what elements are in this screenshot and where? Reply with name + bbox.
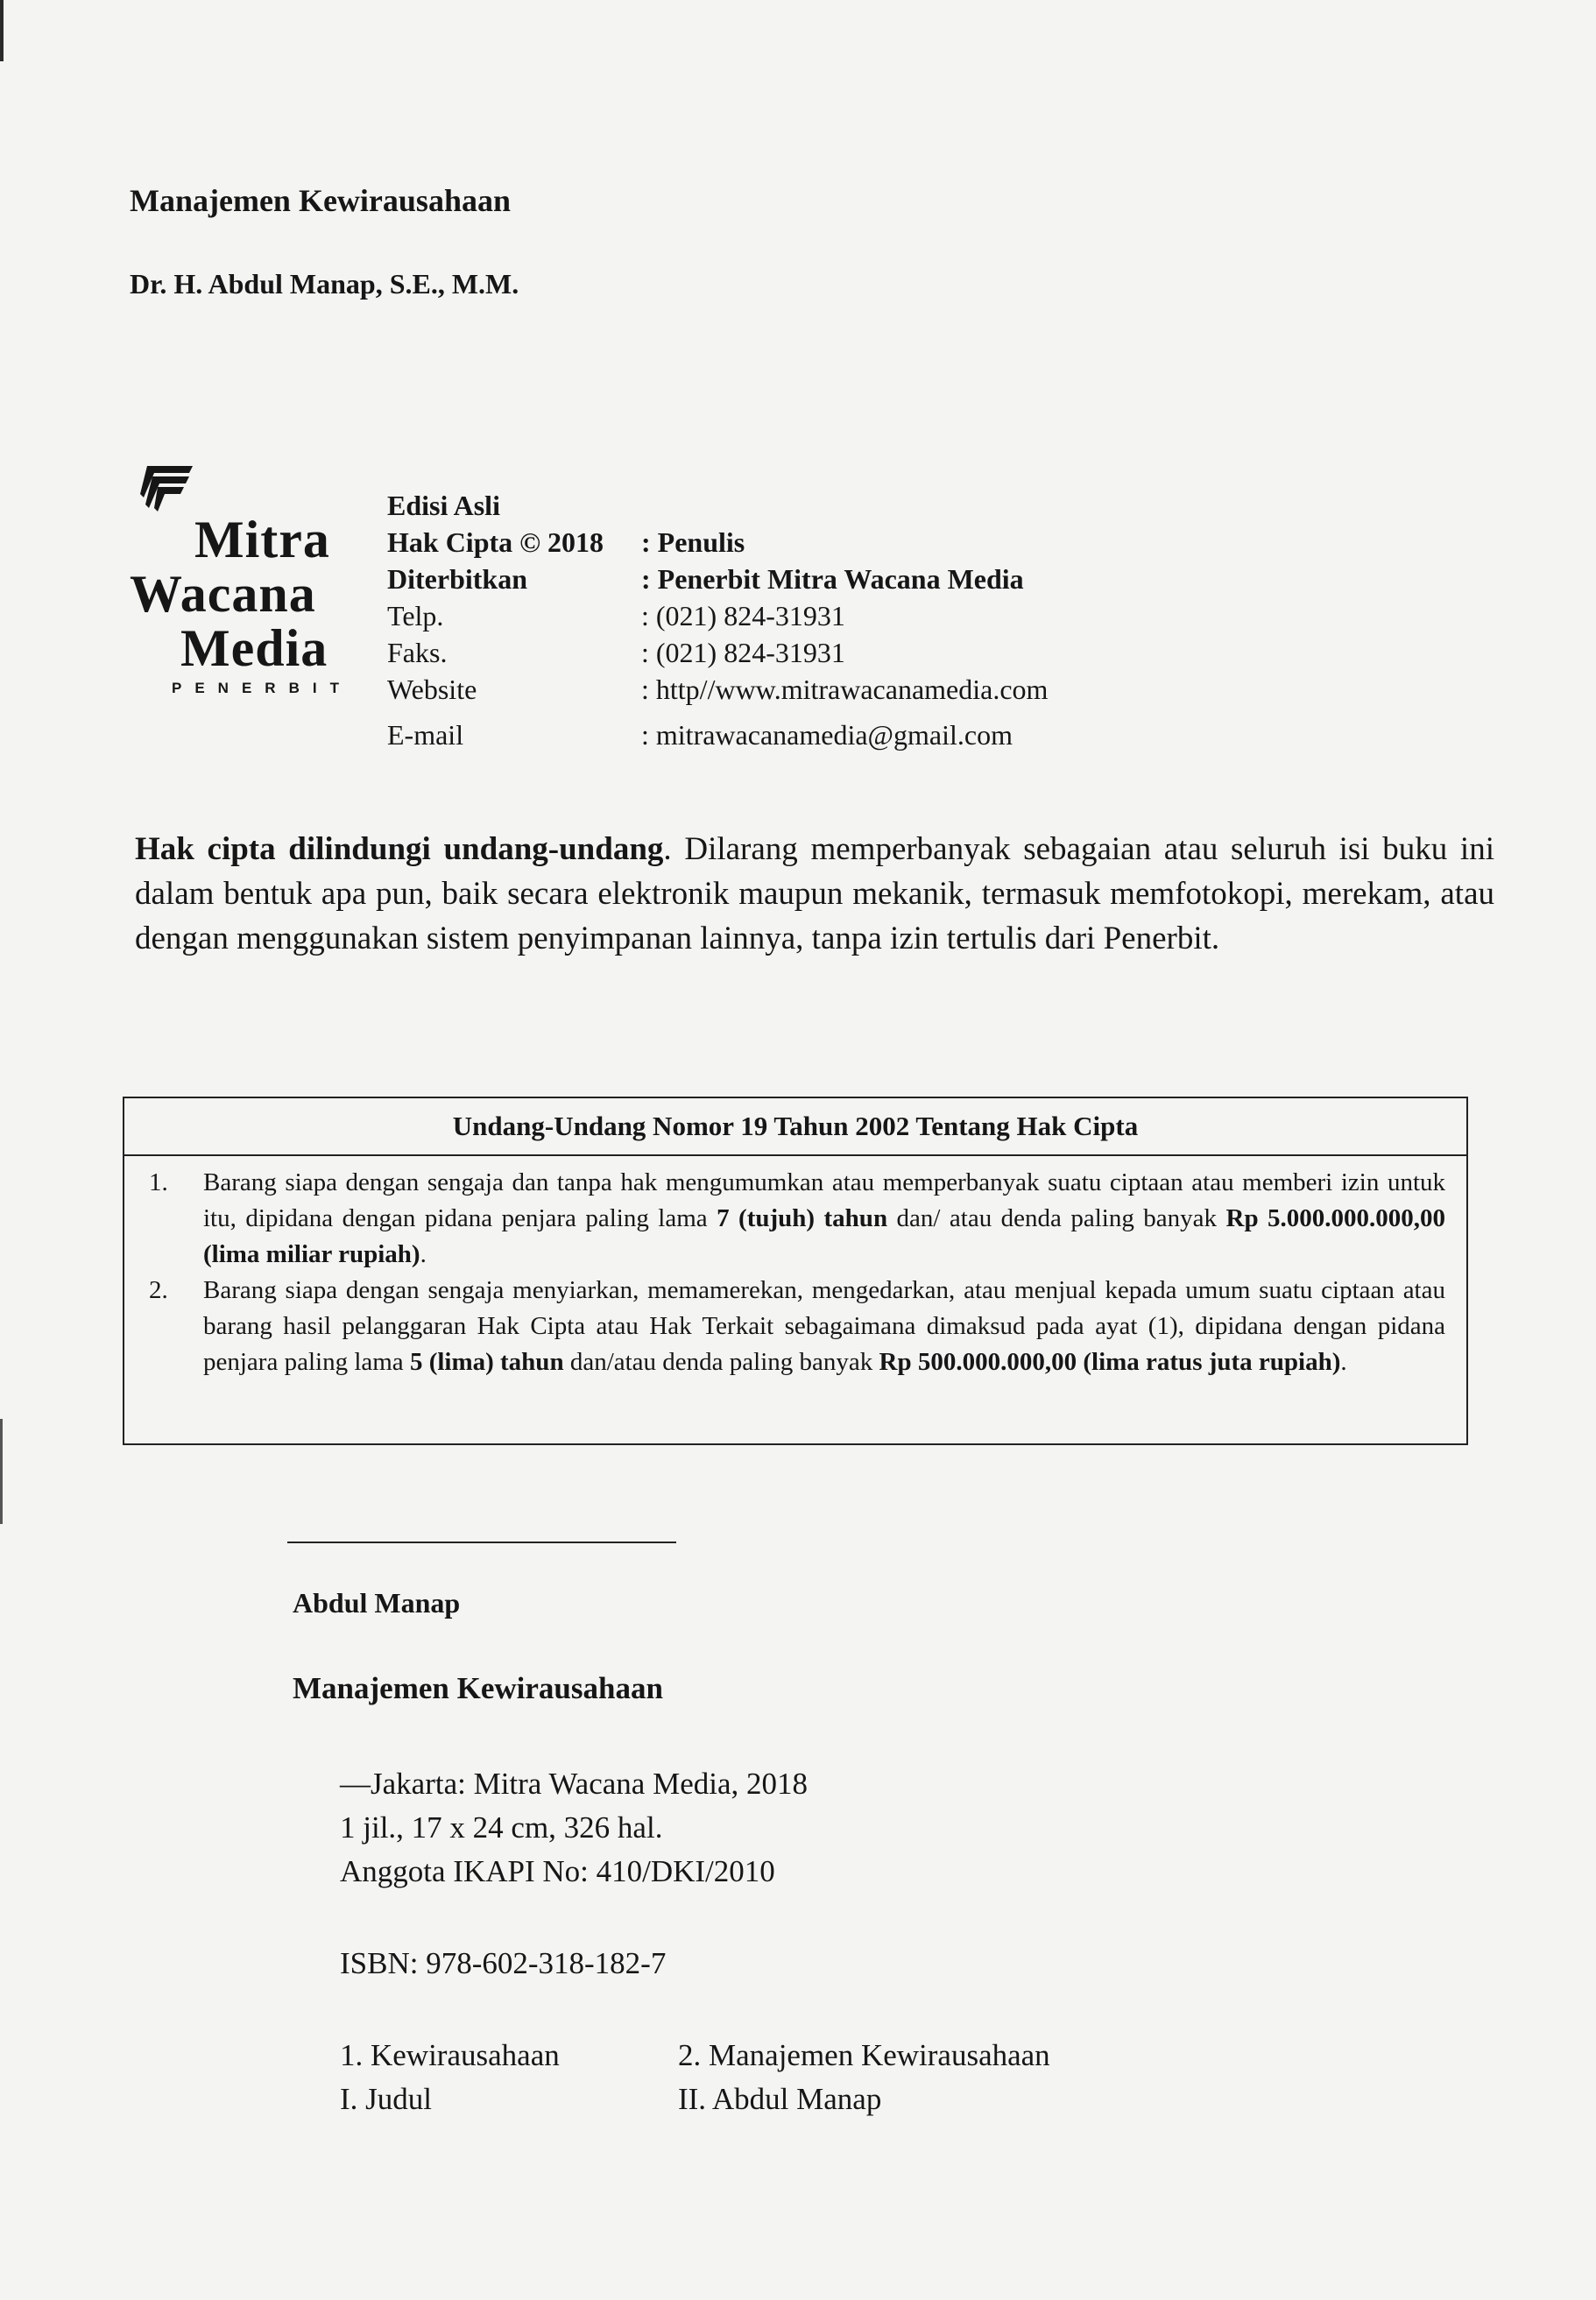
publisher-info-label: Diterbitkan [387, 563, 527, 595]
publisher-info-label: Hak Cipta © 2018 [387, 526, 604, 558]
publisher-info [387, 487, 1048, 753]
cip-detail-line: Anggota IKAPI No: 410/DKI/2010 [340, 1854, 775, 1888]
law-item-number: 1. [149, 1168, 168, 1196]
cip-detail-line: 1 jil., 17 x 24 cm, 326 hal. [340, 1810, 663, 1845]
book-title: Manajemen Kewirausahaan [130, 183, 511, 218]
law-box-title: Undang-Undang Nomor 19 Tahun 2002 Tentang Hak Cipta [124, 1098, 1466, 1156]
publisher-info-row [387, 634, 1048, 671]
publisher-info-row [387, 716, 1048, 753]
publisher-info-value: : http//www.mitrawacanamedia.com [641, 674, 1049, 705]
law-item-text [203, 1165, 1445, 1273]
publisher-info-row [387, 597, 1048, 634]
scan-edge-mark [0, 1419, 3, 1524]
publisher-info-row [387, 561, 1048, 597]
law-item-text [203, 1273, 1445, 1380]
law-item-fragment: Barang siapa dengan sengaja dan tanpa hak mengumumkan atau memperbanyak suatu ciptaan atau memberi izin untuk itu, dipidana dengan pidana penjara paling lama [203, 1168, 1445, 1232]
cip-details [340, 1762, 808, 1894]
cip-subject-row [340, 2078, 1016, 2121]
publisher-info-row [387, 671, 1048, 708]
publisher-info-row [387, 487, 1048, 524]
law-item [124, 1273, 1466, 1380]
scan-edge-mark [0, 0, 4, 61]
law-item-number: 2. [149, 1276, 168, 1304]
publisher-info-value: : mitrawacanamedia@gmail.com [641, 719, 1013, 751]
publisher-info-value: : (021) 824-31931 [641, 600, 845, 631]
logo-word-media: Media [180, 619, 328, 677]
publisher-info-label: Faks. [387, 637, 448, 668]
cip-title: Manajemen Kewirausahaan [293, 1671, 663, 1705]
law-item-fragment: . [1340, 1348, 1347, 1376]
cip-subject: II. Abdul Manap [678, 2082, 882, 2116]
cip-subject: I. Judul [340, 2082, 432, 2116]
law-item-fragment: dan/ atau denda paling banyak [887, 1204, 1226, 1232]
copyright-law-box [123, 1097, 1468, 1445]
law-item-emphasis: Rp 5.000.000.000,00 (lima miliar rupiah) [203, 1204, 1446, 1268]
cip-subjects [340, 2034, 1050, 2121]
cip-isbn: ISBN: 978-602-318-182-7 [340, 1946, 667, 1980]
cip-subject-row [340, 2034, 1050, 2078]
law-item-fragment: . [420, 1240, 427, 1268]
publisher-info-value: : Penulis [641, 526, 745, 558]
law-item-emphasis: 7 (tujuh) tahun [717, 1204, 888, 1232]
copyright-notice [135, 827, 1494, 961]
book-author: Dr. H. Abdul Manap, S.E., M.M. [130, 268, 519, 300]
copyright-notice-text: . Dilarang memperbanyak sebagaian atau seluruh isi buku ini dalam bentuk apa pun, baik secara elektronik maupun mekanik, termasuk memfotokopi, merekam, atau dengan menggunakan sistem penyimpanan lainnya, tanpa izin tertulis dari Penerbit. [135, 831, 1494, 956]
law-item-fragment: dan/atau denda paling banyak [563, 1348, 879, 1376]
logo-subtitle: PENERBIT [172, 680, 352, 696]
copyright-notice-lead: Hak cipta dilindungi undang-undang [135, 831, 664, 867]
publisher-logo [130, 455, 357, 696]
law-item-emphasis: Rp 500.000.000,00 (lima ratus juta rupiah) [879, 1348, 1341, 1376]
cip-subject: 2. Manajemen Kewirausahaan [678, 2038, 1050, 2072]
logo-word-wacana: Wacana [130, 565, 316, 623]
law-item-emphasis: 5 (lima) tahun [409, 1348, 564, 1376]
cip-author: Abdul Manap [293, 1587, 461, 1619]
publisher-info-value: : Penerbit Mitra Wacana Media [641, 563, 1024, 595]
cip-divider [287, 1542, 676, 1543]
publisher-info-label: Website [387, 674, 477, 705]
law-items [124, 1165, 1466, 1380]
law-item [124, 1165, 1466, 1273]
publisher-info-label: Edisi Asli [387, 490, 500, 521]
publisher-info-label: Telp. [387, 600, 444, 631]
cip-detail-line: —Jakarta: Mitra Wacana Media, 2018 [340, 1767, 808, 1801]
publisher-info-label: E-mail [387, 719, 464, 751]
publisher-info-value: : (021) 824-31931 [641, 637, 845, 668]
logo-word-mitra: Mitra [194, 511, 330, 568]
publisher-info-row [387, 524, 1048, 561]
publisher-mark-icon [138, 462, 196, 515]
law-item-fragment: Barang siapa dengan sengaja menyiarkan, memamerekan, mengedarkan, atau menjual kepada umum suatu ciptaan atau barang hasil pelanggaran Hak Cipta atau Hak Terkait sebagaimana dimaksud pada ayat (1), dipidana dengan pidana penjara paling lama [203, 1276, 1445, 1376]
cip-subject: 1. Kewirausahaan [340, 2038, 560, 2072]
